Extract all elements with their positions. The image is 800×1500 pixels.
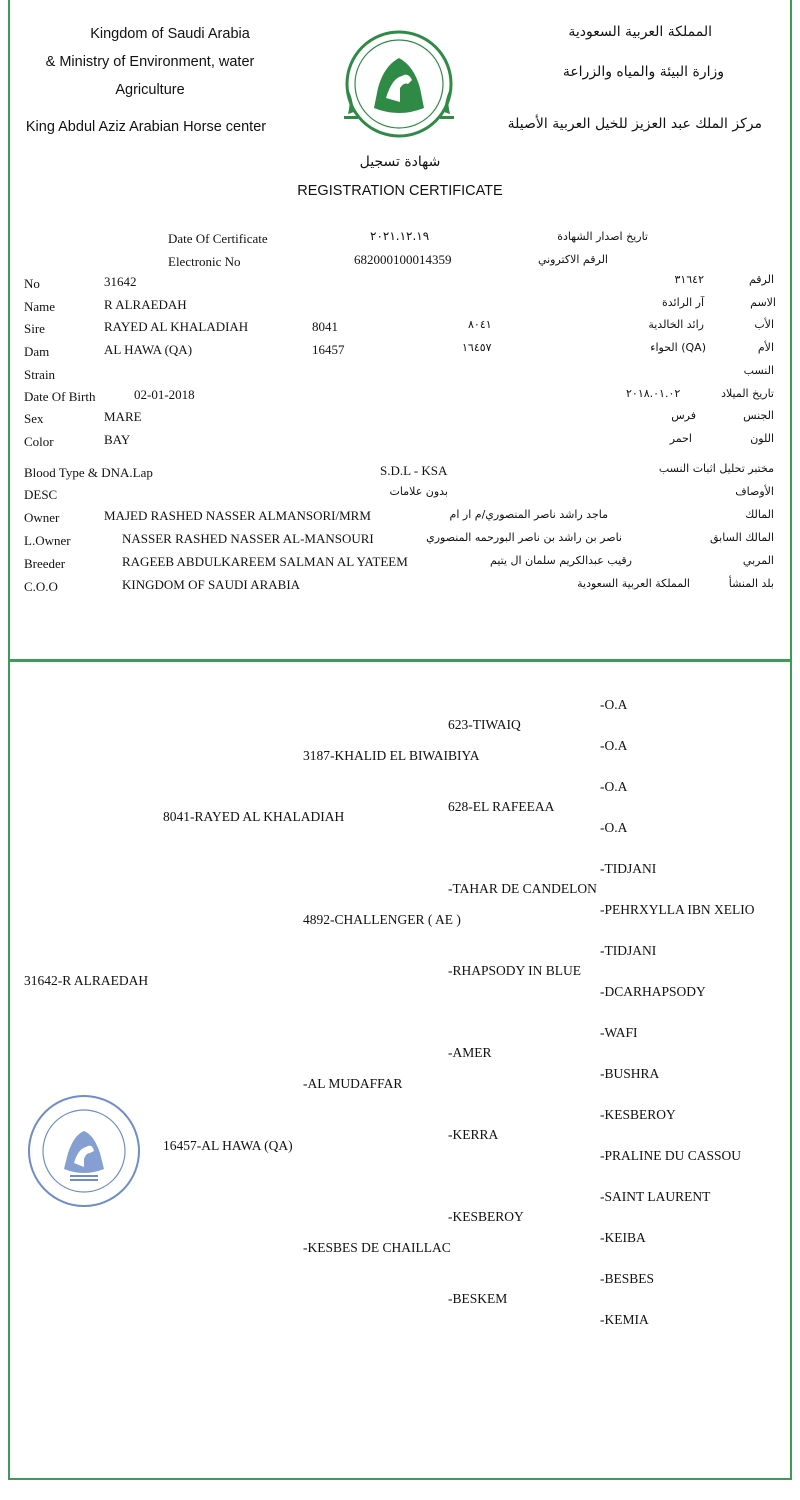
header-ar-line2: وزارة البيئة والمياه والزراعة <box>562 64 724 80</box>
blood-type-value: S.D.L - KSA <box>380 463 448 478</box>
header-en-line1: Kingdom of Saudi Arabia <box>90 26 250 42</box>
color-label: Color <box>24 434 54 449</box>
pedigree-gen4-15: -BESBES <box>600 1271 655 1286</box>
lowner-value-ar: ناصر بن راشد بن ناصر البورحمه المنصوري <box>426 531 622 544</box>
pedigree-gen2-3: -AL MUDAFFAR <box>303 1076 403 1091</box>
desc-label-ar: الأوصاف <box>735 485 774 498</box>
dam-label-ar: الأم <box>757 341 774 354</box>
pedigree-gen4-9: -WAFI <box>600 1025 638 1040</box>
pedigree-gen3-8: -BESKEM <box>448 1291 508 1306</box>
dam-number-ar: ١٦٤٥٧ <box>462 341 492 354</box>
certificate-frame <box>8 0 792 1480</box>
pedigree-gen4-11: -KESBEROY <box>600 1107 676 1122</box>
desc-label: DESC <box>24 487 58 502</box>
pedigree-gen2-1: 3187-KHALID EL BIWAIBIYA <box>303 748 480 763</box>
pedigree-gen3-3: -TAHAR DE CANDELON <box>448 881 597 896</box>
pedigree-gen4-3: -O.A <box>600 779 628 794</box>
name-label: Name <box>24 299 56 314</box>
strain-label-ar: النسب <box>743 364 774 377</box>
owner-value: MAJED RASHED NASSER ALMANSORI/MRM <box>104 508 371 523</box>
sire-value-ar: رائد الخالدية <box>648 318 704 331</box>
coo-label-ar: بلد المنشأ <box>728 577 774 590</box>
color-value-ar: احمر <box>669 432 692 445</box>
no-label: No <box>24 276 40 291</box>
pedigree-gen4-6: -PEHRXYLLA IBN XELIO <box>600 902 755 917</box>
center-logo-emblem <box>334 18 464 148</box>
electronic-no-label-ar: الرقم الاكتروني <box>537 253 608 266</box>
date-of-certificate-value: ٢٠٢١.١٢.١٩ <box>370 229 430 243</box>
header-en-line4: King Abdul Aziz Arabian Horse center <box>25 119 267 135</box>
breeder-label-ar: المربي <box>742 554 774 567</box>
title-ar: شهادة تسجيل <box>359 154 441 170</box>
sex-label: Sex <box>24 411 44 426</box>
no-value-ar: ٣١٦٤٢ <box>674 273 704 286</box>
pedigree-gen3-7: -KESBEROY <box>448 1209 524 1224</box>
sex-value: MARE <box>104 409 142 424</box>
name-label-ar: الاسم <box>750 296 776 309</box>
header-en-line3: Agriculture <box>115 82 185 98</box>
header-ar-line3: مركز الملك عبد العزيز للخيل العربية الأصيلة <box>507 116 762 132</box>
dam-label: Dam <box>24 344 50 359</box>
header-ar-line1: المملكة العربية السعودية <box>568 24 712 40</box>
pedigree-gen4-5: -TIDJANI <box>600 861 657 876</box>
sire-number: 8041 <box>312 319 338 334</box>
lowner-label-ar: المالك السابق <box>709 531 774 544</box>
name-value-ar: آر الرائدة <box>662 296 704 309</box>
pedigree-gen4-8: -DCARHAPSODY <box>600 984 706 999</box>
coo-value: KINGDOM OF SAUDI ARABIA <box>122 577 301 592</box>
pedigree-gen3-1: 623-TIWAIQ <box>448 717 521 732</box>
no-label-ar: الرقم <box>748 273 774 286</box>
pedigree-gen3-2: 628-EL RAFEEAA <box>448 799 555 814</box>
breeder-label: Breeder <box>24 556 66 571</box>
dob-value: 02-01-2018 <box>134 387 195 402</box>
pedigree-gen3-6: -KERRA <box>448 1127 499 1142</box>
pedigree-subject: 31642-R ALRAEDAH <box>24 973 149 988</box>
coo-label: C.O.O <box>24 579 58 594</box>
name-value: R ALRAEDAH <box>104 297 187 312</box>
pedigree-dam: 16457-AL HAWA (QA) <box>163 1138 293 1153</box>
sire-label: Sire <box>24 321 45 336</box>
sire-number-ar: ٨٠٤١ <box>468 318 492 331</box>
dam-value-ar: (QA) الحواء <box>650 341 706 354</box>
sex-label-ar: الجنس <box>743 409 774 422</box>
section-divider <box>8 659 792 662</box>
coo-value-ar: المملكة العربية السعودية <box>577 577 690 590</box>
breeder-value: RAGEEB ABDULKAREEM SALMAN AL YATEEM <box>122 554 408 569</box>
color-value: BAY <box>104 432 131 447</box>
pedigree-gen4-4: -O.A <box>600 820 628 835</box>
pedigree-gen4-7: -TIDJANI <box>600 943 657 958</box>
desc-value: بدون علامات <box>389 485 448 498</box>
pedigree-gen4-10: -BUSHRA <box>600 1066 660 1081</box>
dam-value: AL HAWA (QA) <box>104 342 193 357</box>
pedigree-gen2-4: -KESBES DE CHAILLAC <box>303 1240 451 1255</box>
breeder-value-ar: رقيب عبدالكريم سلمان ال يتيم <box>490 554 632 567</box>
sex-value-ar: فرس <box>671 409 696 422</box>
date-of-certificate-label: Date Of Certificate <box>168 231 268 246</box>
blood-type-label: Blood Type & DNA.Lap <box>24 465 153 480</box>
date-of-certificate-label-ar: تاريخ اصدار الشهادة <box>557 230 648 243</box>
pedigree-gen4-1: -O.A <box>600 697 628 712</box>
owner-label: Owner <box>24 510 60 525</box>
pedigree-gen3-4: -RHAPSODY IN BLUE <box>448 963 582 978</box>
lowner-label: L.Owner <box>24 533 71 548</box>
pedigree-gen4-12: -PRALINE DU CASSOU <box>600 1148 742 1163</box>
lowner-value: NASSER RASHED NASSER AL-MANSOURI <box>122 531 374 546</box>
strain-label: Strain <box>24 367 56 382</box>
registration-stamp <box>26 1093 142 1209</box>
sire-label-ar: الأب <box>754 318 774 331</box>
no-value: 31642 <box>104 274 137 289</box>
pedigree-gen2-2: 4892-CHALLENGER ( AE ) <box>303 912 461 927</box>
dob-label-ar: تاريخ الميلاد <box>721 387 774 400</box>
dob-value-ar: ٢٠١٨.٠١.٠٢ <box>626 387 681 400</box>
sire-value: RAYED AL KHALADIAH <box>104 319 249 334</box>
pedigree-gen4-2: -O.A <box>600 738 628 753</box>
pedigree-gen4-13: -SAINT LAURENT <box>600 1189 711 1204</box>
pedigree-gen4-14: -KEIBA <box>600 1230 646 1245</box>
dob-label: Date Of Birth <box>24 389 96 404</box>
electronic-no-value: 682000100014359 <box>354 252 452 267</box>
dam-number: 16457 <box>312 342 345 357</box>
owner-label-ar: المالك <box>745 508 774 521</box>
electronic-no-label: Electronic No <box>168 254 241 269</box>
owner-value-ar: ماجد راشد ناصر المنصوري/م ار ام <box>449 508 608 521</box>
color-label-ar: اللون <box>750 432 774 445</box>
blood-type-label-ar: مختبر تحليل اثبات النسب <box>658 462 774 475</box>
header-en-line2: & Ministry of Environment, water <box>45 54 255 70</box>
title-en: REGISTRATION CERTIFICATE <box>297 183 503 199</box>
pedigree-gen3-5: -AMER <box>448 1045 492 1060</box>
pedigree-gen4-16: -KEMIA <box>600 1312 649 1327</box>
pedigree-sire: 8041-RAYED AL KHALADIAH <box>163 809 345 824</box>
